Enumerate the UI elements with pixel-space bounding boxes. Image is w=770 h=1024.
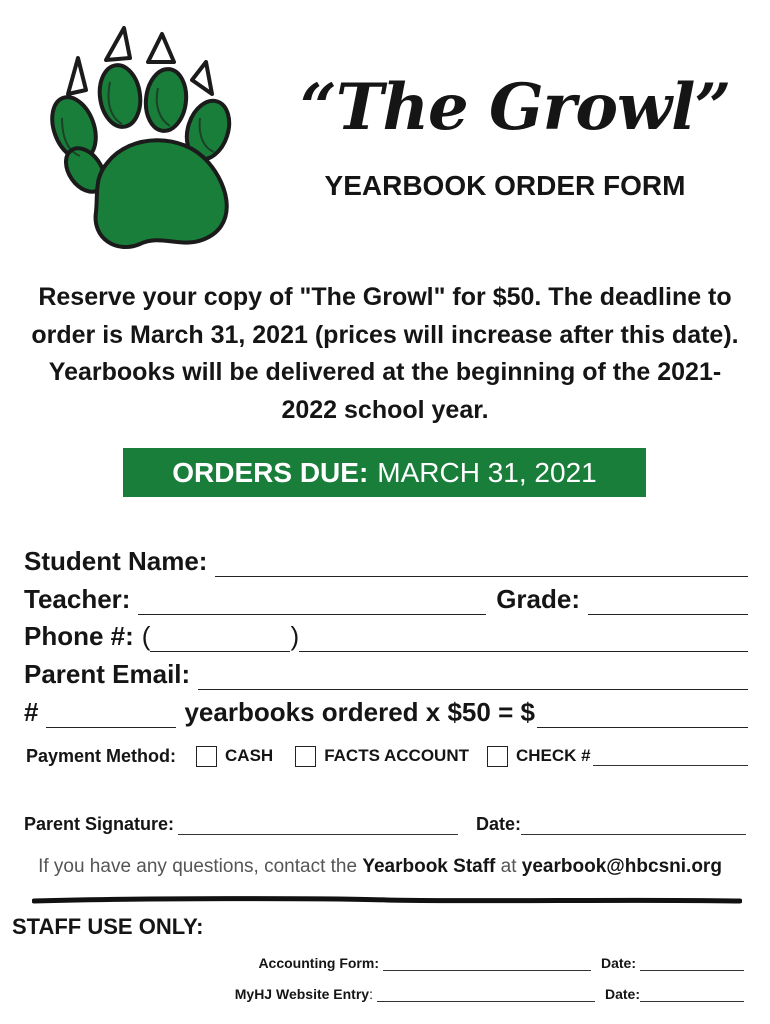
contact-prefix: If you have any questions, contact the bbox=[38, 856, 358, 877]
facts-account-checkbox[interactable] bbox=[295, 746, 316, 767]
website-entry-row bbox=[235, 986, 744, 1002]
teacher-field[interactable] bbox=[138, 588, 486, 615]
contact-email-link[interactable]: yearbook@hbcsni.org bbox=[521, 856, 722, 877]
payment-method-label: Payment Method: bbox=[26, 745, 177, 766]
count-prefix: # bbox=[24, 697, 39, 727]
teacher-label: Teacher: bbox=[24, 584, 131, 614]
section-divider bbox=[32, 896, 742, 906]
staff-use-title: STAFF USE ONLY: bbox=[12, 914, 204, 939]
student-name-field[interactable] bbox=[215, 550, 748, 577]
website-entry-colon: : bbox=[369, 986, 373, 1002]
accounting-date-label: Date: bbox=[600, 955, 636, 971]
parent-signature-field[interactable] bbox=[178, 816, 458, 835]
facts-account-option-label: FACTS ACCOUNT bbox=[324, 746, 469, 765]
signature-date-field[interactable] bbox=[521, 816, 746, 835]
signature-date-label: Date: bbox=[476, 814, 522, 834]
teacher-grade-row bbox=[24, 584, 748, 615]
orders-due-label: ORDERS DUE: bbox=[172, 456, 369, 488]
contact-staff-name: Yearbook Staff bbox=[362, 856, 496, 877]
yearbooks-ordered-row bbox=[24, 697, 748, 728]
phone-number-field[interactable] bbox=[299, 625, 748, 652]
parent-email-label: Parent Email: bbox=[24, 659, 191, 689]
phone-close-paren: ) bbox=[290, 621, 300, 651]
cash-option-label: CASH bbox=[225, 746, 274, 765]
website-entry-label: MyHJ Website Entry bbox=[234, 986, 370, 1002]
quantity-field[interactable] bbox=[46, 701, 176, 728]
paw-print-icon bbox=[40, 22, 245, 257]
page-title: “The Growl” bbox=[300, 70, 731, 145]
accounting-form-label: Accounting Form: bbox=[258, 955, 379, 971]
contact-line bbox=[20, 856, 740, 878]
area-code-field[interactable] bbox=[150, 625, 290, 652]
check-number-field[interactable] bbox=[593, 747, 748, 766]
parent-email-field[interactable] bbox=[198, 663, 748, 690]
cash-checkbox[interactable] bbox=[196, 746, 217, 767]
yearbooks-ordered-label: yearbooks ordered x $50 = $ bbox=[184, 697, 535, 727]
website-entry-field[interactable] bbox=[377, 987, 595, 1002]
website-date-label: Date: bbox=[604, 986, 640, 1002]
form-subtitle: YEARBOOK ORDER FORM bbox=[324, 170, 686, 201]
accounting-form-row bbox=[258, 955, 744, 971]
check-option-label: CHECK # bbox=[516, 746, 591, 765]
accounting-date-field[interactable] bbox=[640, 956, 744, 971]
accounting-form-field[interactable] bbox=[383, 956, 591, 971]
contact-at: at bbox=[500, 856, 517, 877]
intro-paragraph: Reserve your copy of "The Growl" for $50. The deadline to order is March 31, 2021 (prices will increase after this date). Yearbooks will be delivered at the beginning of the 2021-2022 school year. bbox=[31, 283, 739, 424]
check-checkbox[interactable] bbox=[487, 746, 508, 767]
payment-method-row bbox=[26, 742, 748, 770]
parent-signature-label: Parent Signature: bbox=[24, 814, 175, 834]
parent-email-row bbox=[24, 659, 748, 690]
phone-label: Phone #: bbox=[24, 621, 134, 651]
orders-due-banner bbox=[123, 448, 646, 497]
website-date-field[interactable] bbox=[640, 987, 744, 1002]
student-name-row bbox=[24, 546, 748, 577]
phone-open-paren: ( bbox=[141, 621, 151, 651]
signature-row bbox=[24, 814, 746, 835]
grade-label: Grade: bbox=[496, 584, 580, 614]
phone-row bbox=[24, 621, 748, 652]
total-amount-field[interactable] bbox=[537, 701, 748, 728]
orders-due-date: MARCH 31, 2021 bbox=[377, 456, 597, 488]
grade-field[interactable] bbox=[588, 588, 748, 615]
student-name-label: Student Name: bbox=[24, 546, 208, 576]
